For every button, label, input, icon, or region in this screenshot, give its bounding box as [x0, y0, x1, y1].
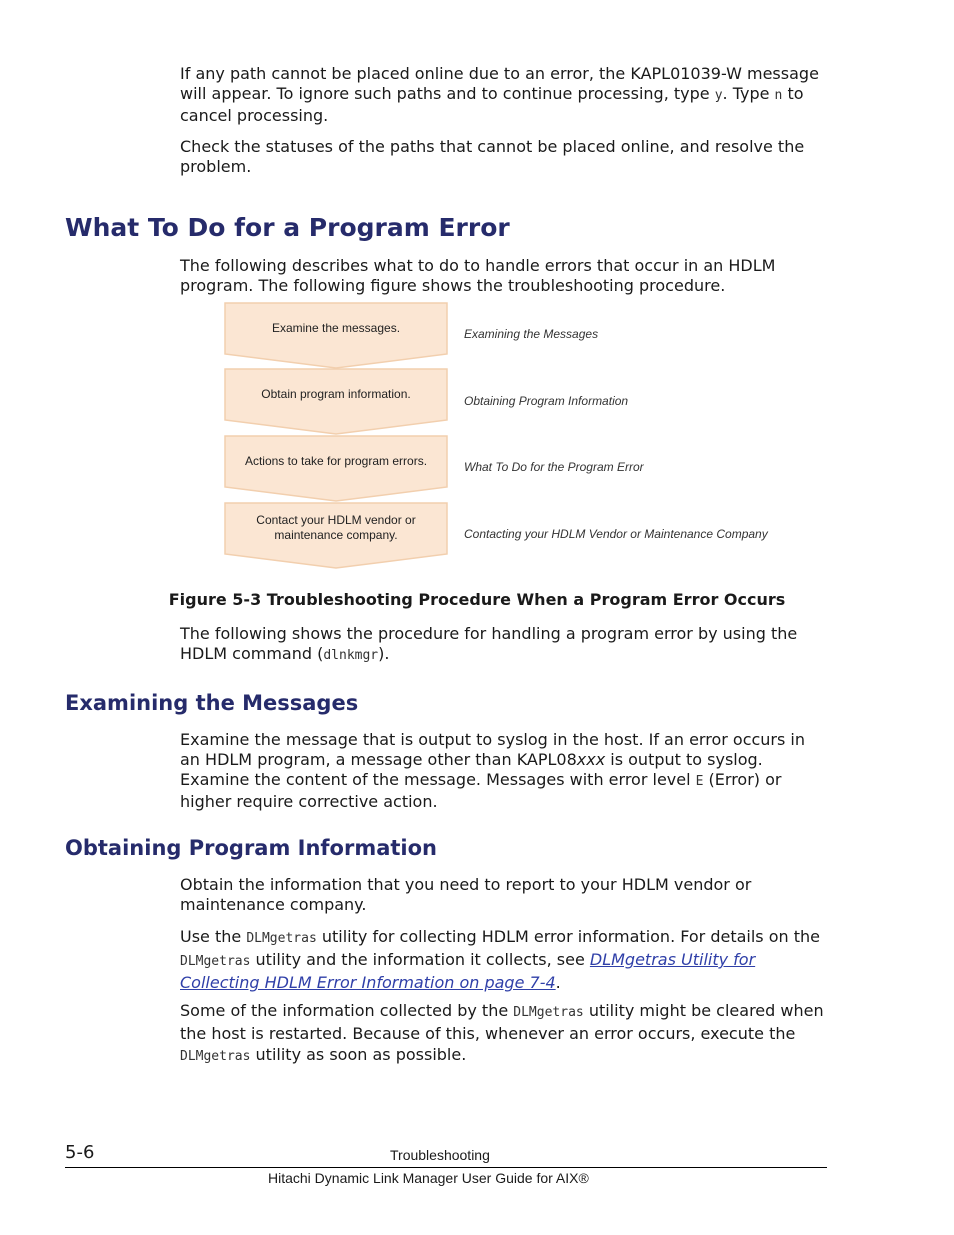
code-dlnkmgr: dlnkmgr	[323, 648, 379, 663]
page-number: 5-6	[65, 1142, 95, 1163]
examining-messages-paragraph	[180, 730, 830, 812]
flow-step-label: What To Do for the Program Error	[464, 460, 644, 474]
code-e: E	[695, 774, 704, 789]
body-text: ).	[378, 644, 390, 663]
flow-step-3	[224, 435, 448, 501]
body-text: Examine the message that is output to syslog in the host. If an error occurs in an HDLM program, a message other than KAPL08	[180, 730, 806, 769]
footer-divider	[65, 1167, 827, 1168]
obtaining-info-paragraph-2	[180, 926, 830, 993]
body-text: is output to syslog. Examine the content of the message. Messages with error level	[180, 750, 763, 789]
flow-step-label: Examining the Messages	[464, 327, 599, 341]
body-text: Some of the information collected by the	[180, 1001, 514, 1020]
body-text: .	[555, 973, 561, 992]
intro-text: to cancel processing.	[180, 84, 804, 125]
flow-step-1	[224, 302, 448, 368]
flow-step-label: Obtaining Program Information	[464, 394, 629, 408]
code-dlmgetras: DLMgetras	[246, 931, 317, 946]
flow-step-box-text: Actions to take for program errors.	[244, 453, 428, 468]
after-figure-paragraph	[180, 624, 830, 666]
obtaining-info-paragraph-1: Obtain the information that you need to report to your HDLM vendor or maintenance company.	[180, 875, 752, 914]
intro-text: . Type	[722, 84, 775, 103]
examining-messages-heading: Examining the Messages	[65, 691, 359, 715]
body-text: utility might be cleared when the host is restarted. Because of this, whenever an error occurs, execute the	[180, 1001, 824, 1043]
section-title: What To Do for a Program Error	[65, 213, 510, 242]
body-text: Use the	[180, 927, 247, 946]
flow-step-label: Contacting your HDLM Vendor or Maintenance Company	[464, 527, 768, 541]
body-text: utility as soon as possible.	[250, 1045, 467, 1064]
dlmgetras-utility-link[interactable]: DLMgetras Utility for Collecting HDLM Error Information on page 7-4	[180, 950, 756, 992]
intro-paragraph-1	[180, 64, 830, 126]
flow-step-box-text: Examine the messages.	[271, 320, 401, 335]
italic-xxx: xxx	[576, 750, 606, 769]
body-text: (Error) or higher require corrective action.	[180, 770, 782, 811]
flow-step-box-text: Obtain program information.	[261, 386, 411, 401]
flow-step-4	[224, 502, 448, 568]
code-dlmgetras: DLMgetras	[180, 954, 251, 969]
intro-paragraph-2: Check the statuses of the paths that cannot be placed online, and resolve the problem.	[180, 137, 805, 176]
footer-book-title: Hitachi Dynamic Link Manager User Guide for AIX®	[268, 1170, 589, 1186]
section-description: The following describes what to do to handle errors that occur in an HDLM program. The following figure shows the troubleshooting procedure.	[180, 256, 776, 295]
body-text: utility and the information it collects, see	[250, 950, 590, 969]
flow-step-2	[224, 368, 448, 434]
body-text: utility for collecting HDLM error information. For details on the	[316, 927, 820, 946]
flow-step-box-text: Contact your HDLM vendor or maintenance company.	[256, 513, 416, 542]
troubleshooting-flow-figure	[224, 302, 824, 572]
code-y: y	[714, 88, 723, 103]
intro-text: If any path cannot be placed online due to an error, the KAPL01039-W message will appear. To ignore such paths and to continue processing, type	[180, 64, 819, 103]
code-n: n	[774, 88, 783, 103]
code-dlmgetras: DLMgetras	[180, 1049, 251, 1064]
obtaining-info-heading: Obtaining Program Information	[65, 836, 438, 860]
code-dlmgetras: DLMgetras	[513, 1005, 584, 1020]
body-text: The following shows the procedure for handling a program error by using the HDLM command (	[180, 624, 798, 663]
footer-section-name: Troubleshooting	[390, 1147, 490, 1163]
obtaining-info-paragraph-3	[180, 1000, 830, 1067]
figure-caption: Figure 5-3 Troubleshooting Procedure When a Program Error Occurs	[168, 590, 786, 609]
